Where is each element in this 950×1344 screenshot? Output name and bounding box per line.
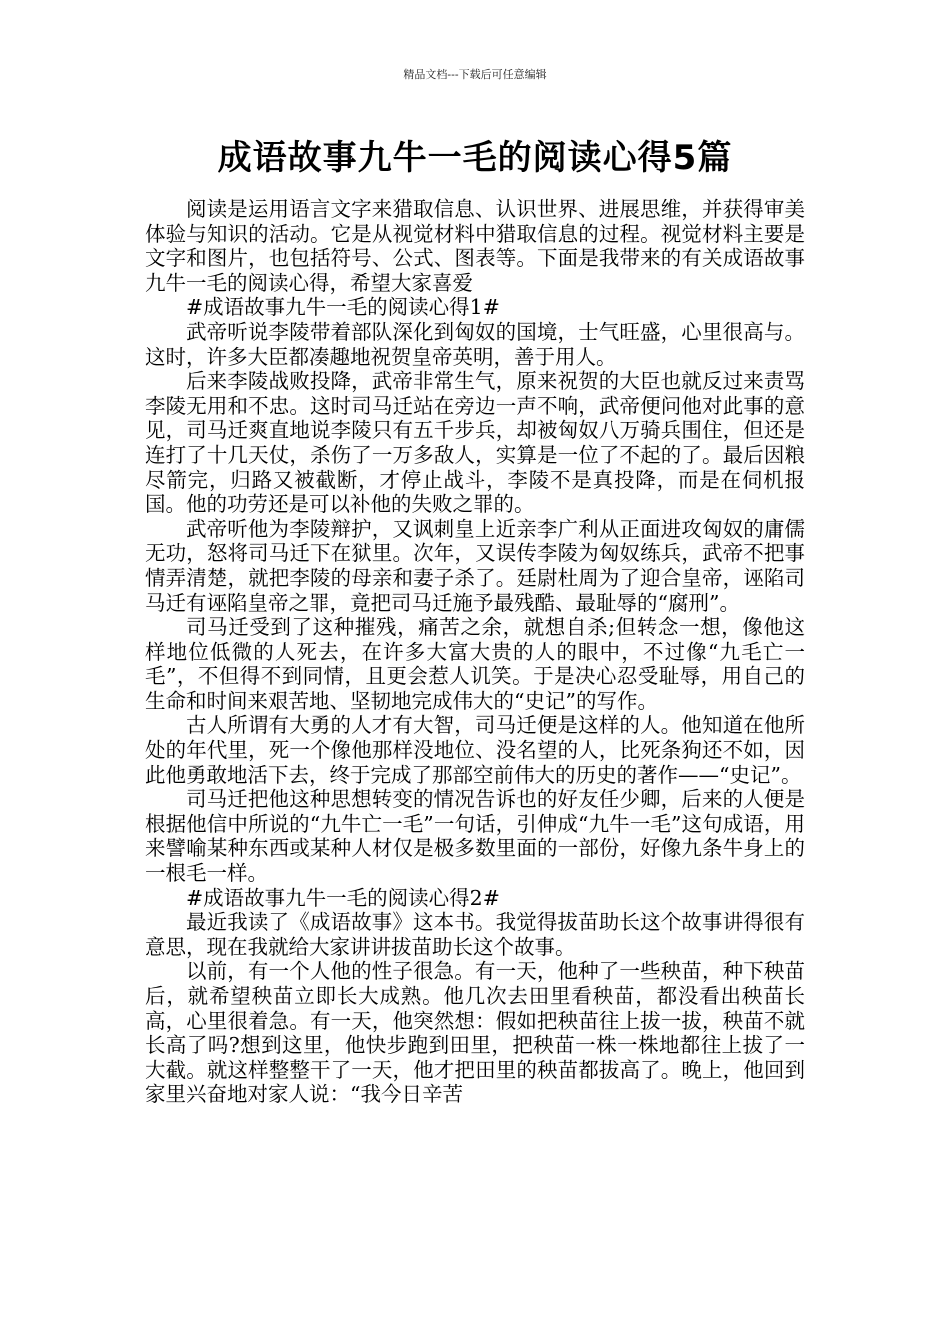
paragraph: 司马迁把他这种思想转变的情况告诉也的好友任少卿，后来的人便是根据他信中所说的“九牛亡一毛”一句话，引伸成“九牛一毛”这句成语，用来譬喻某种东西或某种人材仅是极多数里面的一部份，好像九条牛身上的一根毛一样。 — [145, 787, 805, 886]
section-heading-1: #成语故事九牛一毛的阅读心得1# — [186, 295, 500, 320]
paragraph: 司马迁受到了这种摧残，痛苦之余，就想自杀;但转念一想，像他这样地位低微的人死去，在许多大富大贵的人的眼中，不过像“九毛亡一毛”，不但得不到同情，且更会惹人讥笑。于是决心忍受耻辱，用自己的生命和时间来艰苦地、坚韧地完成伟大的“史记”的写作。 — [145, 615, 805, 713]
document-body — [145, 197, 805, 1107]
page-header: 精品文档---下载后可任意编辑 — [403, 68, 547, 81]
paragraph: 武帝听他为李陵辩护，又讽刺皇上近亲李广利从正面进攻匈奴的庸儒无功，怒将司马迁下在狱里。次年，又误传李陵为匈奴练兵，武帝不把事情弄清楚，就把李陵的母亲和妻子杀了。廷尉杜周为了迎合皇帝，诬陷司马迁有诬陷皇帝之罪，竟把司马迁施予最残酷、最耻辱的“腐刑”。 — [145, 516, 805, 615]
paragraph: 武帝听说李陵带着部队深化到匈奴的国境，士气旺盛，心里很高与。这时，许多大臣都凑趣地祝贺皇帝英明，善于用人。 — [145, 319, 805, 369]
page-title: 成语故事九牛一毛的阅读心得5篇 — [217, 138, 733, 178]
paragraph: 古人所谓有大勇的人才有大智，司马迁便是这样的人。他知道在他所处的年代里，死一个像他那样没地位、没名望的人，比死条狗还不如，因此他勇敢地活下去，终于完成了那部空前伟大的历史的著作——“史记”。 — [145, 713, 805, 787]
paragraph: 最近我读了《成语故事》这本书。我觉得拔苗助长这个故事讲得很有意思，现在我就给大家讲讲拔苗助长这个故事。 — [145, 910, 805, 959]
paragraph-intro: 阅读是运用语言文字来猎取信息、认识世界、进展思维，并获得审美体验与知识的活动。它是从视觉材料中猎取信息的过程。视觉材料主要是文字和图片，也包括符号、公式、图表等。下面是我带来的有关成语故事九牛一毛的阅读心得，希望大家喜爱 — [145, 197, 805, 295]
paragraph: 以前，有一个人他的性子很急。有一天，他种了一些秧苗，种下秧苗后，就希望秧苗立即长大成熟。他几次去田里看秧苗，都没看出秧苗长高，心里很着急。有一天，他突然想：假如把秧苗往上拔一拔，秧苗不就长高了吗?想到这里，他快步跑到田里，把秧苗一株一株地都往上拔了一大截。就这样整整干了一天，他才把田里的秧苗都拔高了。晚上，他回到家里兴奋地对家人说：“我今日辛苦 — [145, 959, 805, 1107]
paragraph: 后来李陵战败投降，武帝非常生气，原来祝贺的大臣也就反过来责骂李陵无用和不忠。这时司马迁站在旁边一声不响，武帝便问他对此事的意见，司马迁爽直地说李陵只有五千步兵，却被匈奴八万骑兵围住，但还是连打了十几天仗，杀伤了一万多敌人，实算是一位了不起的了。最后因粮尽箭完，归路又被截断，才停止战斗，李陵不是真投降，而是在伺机报国。他的功劳还是可以补他的失败之罪的。 — [145, 369, 805, 517]
section-heading-2: #成语故事九牛一毛的阅读心得2# — [186, 885, 500, 910]
